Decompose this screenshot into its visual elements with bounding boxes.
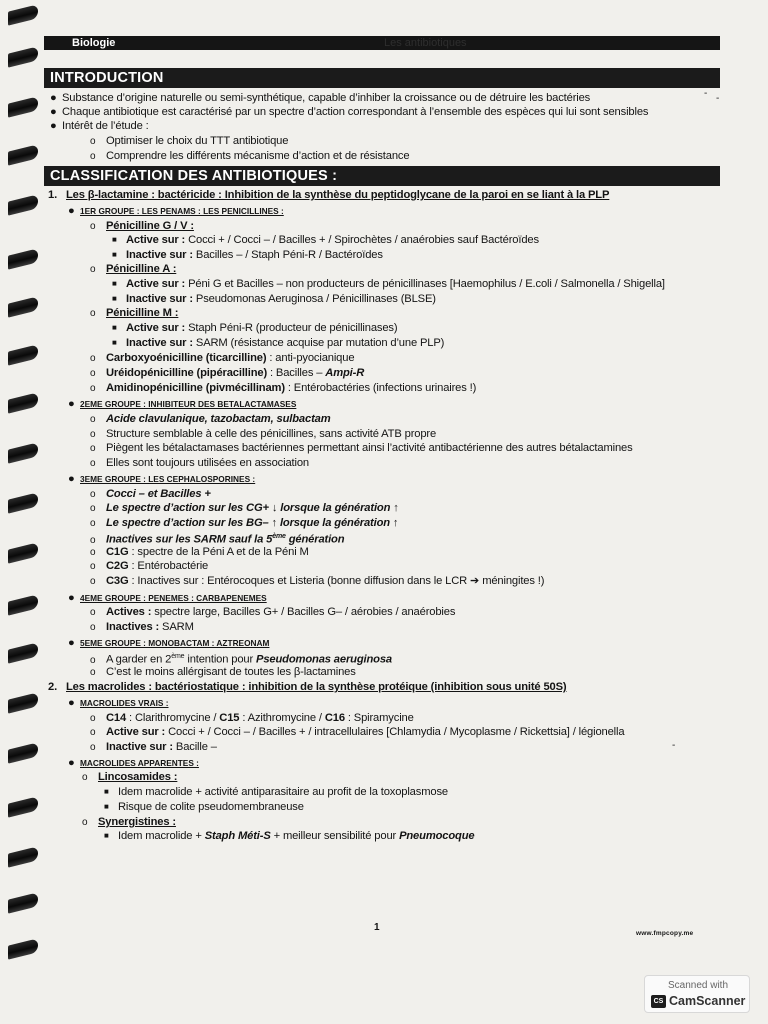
header-bar <box>44 36 720 50</box>
list-item: ■ Inactive sur : Bacilles – / Staph Péni-R / Bactéroïdes <box>112 249 383 261</box>
intro-line: ● Intérêt de l’étude : <box>50 120 149 132</box>
list-item: o Uréidopénicilline (pipéracilline) : Bacilles – Ampi-R <box>90 367 365 379</box>
section-classification: CLASSIFICATION DES ANTIBIOTIQUES : <box>44 166 720 186</box>
list-item: o Piègent les bétalactamases bactériennes permettant ainsi l’activité antibactérienne des autres bétalactamines <box>90 442 633 454</box>
camscanner-label: CamScanner <box>669 994 746 1008</box>
list-item: o A garder en 2ème intention pour Pseudomonas aeruginosa <box>90 653 392 666</box>
list-item: o Inactives sur les SARM sauf la 5ème génération <box>90 533 345 546</box>
group-heading: ● MACROLIDES VRAIS : <box>68 697 169 709</box>
subgroup-heading: o Lincosamides : <box>82 771 178 783</box>
list-item: ■ Active sur : Cocci + / Cocci – / Bacilles + / Spirochètes / anaérobies sauf Bactéroïdes <box>112 234 539 246</box>
scanned-with-label: Scanned with <box>667 980 729 991</box>
list-item: o Inactive sur : Bacille – <box>90 741 217 753</box>
list-item: o C1G : spectre de la Péni A et de la Péni M <box>90 546 309 558</box>
list-item: o Le spectre d’action sur les CG+ ↓ lorsque la génération ↑ <box>90 502 399 514</box>
subgroup-heading: o Pénicilline M : <box>90 307 179 319</box>
list-item: ■ Active sur : Péni G et Bacilles – non producteurs de pénicillinases [Haemophilus / E.coli / Salmonella / Shigella] <box>112 278 665 290</box>
list-item: o Inactives : SARM <box>90 621 194 633</box>
subgroup-heading: o Pénicilline A : <box>90 263 177 275</box>
scan-mark: - <box>716 93 720 104</box>
intro-line: ● Substance d’origine naturelle ou semi-synthétique, capable d’inhiber la croissance ou de détruire les bactéries <box>50 92 591 104</box>
scan-mark: - <box>704 88 708 99</box>
list-item: ■ Inactive sur : Pseudomonas Aeruginosa / Pénicillinases (BLSE) <box>112 293 436 305</box>
camscanner-watermark <box>644 975 750 1013</box>
list-item: o Acide clavulanique, tazobactam, sulbactam <box>90 413 331 425</box>
list-item: o Le spectre d’action sur les BG– ↑ lorsque la génération ↑ <box>90 517 399 529</box>
list-item: o Carboxyoénicilline (ticarcilline) : anti-pyocianique <box>90 352 355 364</box>
list-item: o Elles sont toujours utilisées en association <box>90 457 309 469</box>
group-heading: ● 4EME GROUPE : PENEMES : CARBAPENEMES <box>68 592 267 604</box>
section-introduction: INTRODUCTION <box>44 68 720 88</box>
intro-line: ● Chaque antibiotique est caractérisé par un spectre d’action correspondant à l’ensemble des espèces qui lui sont sensibles <box>50 106 649 118</box>
group-heading: ● 2EME GROUPE : INHIBITEUR DES BETALACTAMASES <box>68 398 297 410</box>
list-item: o Actives : spectre large, Bacilles G+ / Bacilles G– / aérobies / anaérobies <box>90 606 456 618</box>
list-item: ■ Idem macrolide + Staph Méti-S + meilleur sensibilité pour Pneumocoque <box>104 830 475 842</box>
list-item: o C’est le moins allérgisant de toutes les β-lactamines <box>90 666 356 678</box>
list-item: o C2G : Entérobactérie <box>90 560 209 572</box>
list-item: ■ Active sur : Staph Péni-R (producteur de pénicillinases) <box>112 322 398 334</box>
list-item: o Active sur : Cocci + / Cocci – / Bacilles + / intracellulaires [Chlamydia / Mycoplasme / Rickettsia] / légionella <box>90 726 625 738</box>
subgroup-heading: o Pénicilline G / V : <box>90 220 194 232</box>
topic-label: Les antibiotiques <box>384 37 467 49</box>
intro-subline: o Optimiser le choix du TTT antibiotique <box>90 135 289 147</box>
class-heading-macrolides: 2. Les macrolides : bactériostatique : inhibition de la synthèse protéique (inhibition sous unité 50S) <box>48 681 567 693</box>
list-item: o Amidinopénicilline (pivmécillinam) : Entérobactéries (infections urinaires !) <box>90 382 477 394</box>
footer-url: www.fmpcopy.me <box>636 930 694 937</box>
subgroup-heading: o Synergistines : <box>82 816 176 828</box>
spiral-binding <box>8 0 42 1024</box>
list-item: o C14 : Clarithromycine / C15 : Azithromycine / C16 : Spiramycine <box>90 712 414 724</box>
scan-mark: - <box>672 740 676 751</box>
list-item: ■ Risque de colite pseudomembraneuse <box>104 801 304 813</box>
camscanner-logo-icon: CS <box>651 995 666 1008</box>
list-item: ■ Inactive sur : SARM (résistance acquise par mutation d’une PLP) <box>112 337 445 349</box>
page-number: 1 <box>374 922 380 933</box>
document-page <box>44 0 734 1024</box>
group-heading: ● 5EME GROUPE : MONOBACTAM : AZTREONAM <box>68 637 270 649</box>
list-item: ■ Idem macrolide + activité antiparasitaire au profit de la toxoplasmose <box>104 786 448 798</box>
subject-label: Biologie <box>72 37 116 49</box>
group-heading: ● 3EME GROUPE : LES CEPHALOSPORINES : <box>68 473 256 485</box>
group-heading: ● 1ER GROUPE : LES PENAMS : LES PENICILLINES : <box>68 205 284 217</box>
intro-subline: o Comprendre les différents mécanisme d’action et de résistance <box>90 150 410 162</box>
list-item: o Structure semblable à celle des pénicillines, sans activité ATB propre <box>90 428 437 440</box>
class-heading-betalactamine: 1. Les β-lactamine : bactéricide : Inhibition de la synthèse du peptidoglycane de la paroi en se liant à la PLP <box>48 189 610 201</box>
list-item: o Cocci – et Bacilles + <box>90 488 211 500</box>
list-item: o C3G : Inactives sur : Entérocoques et Listeria (bonne diffusion dans le LCR ➔ méningites !) <box>90 575 545 587</box>
group-heading: ● MACROLIDES APPARENTES : <box>68 757 199 769</box>
